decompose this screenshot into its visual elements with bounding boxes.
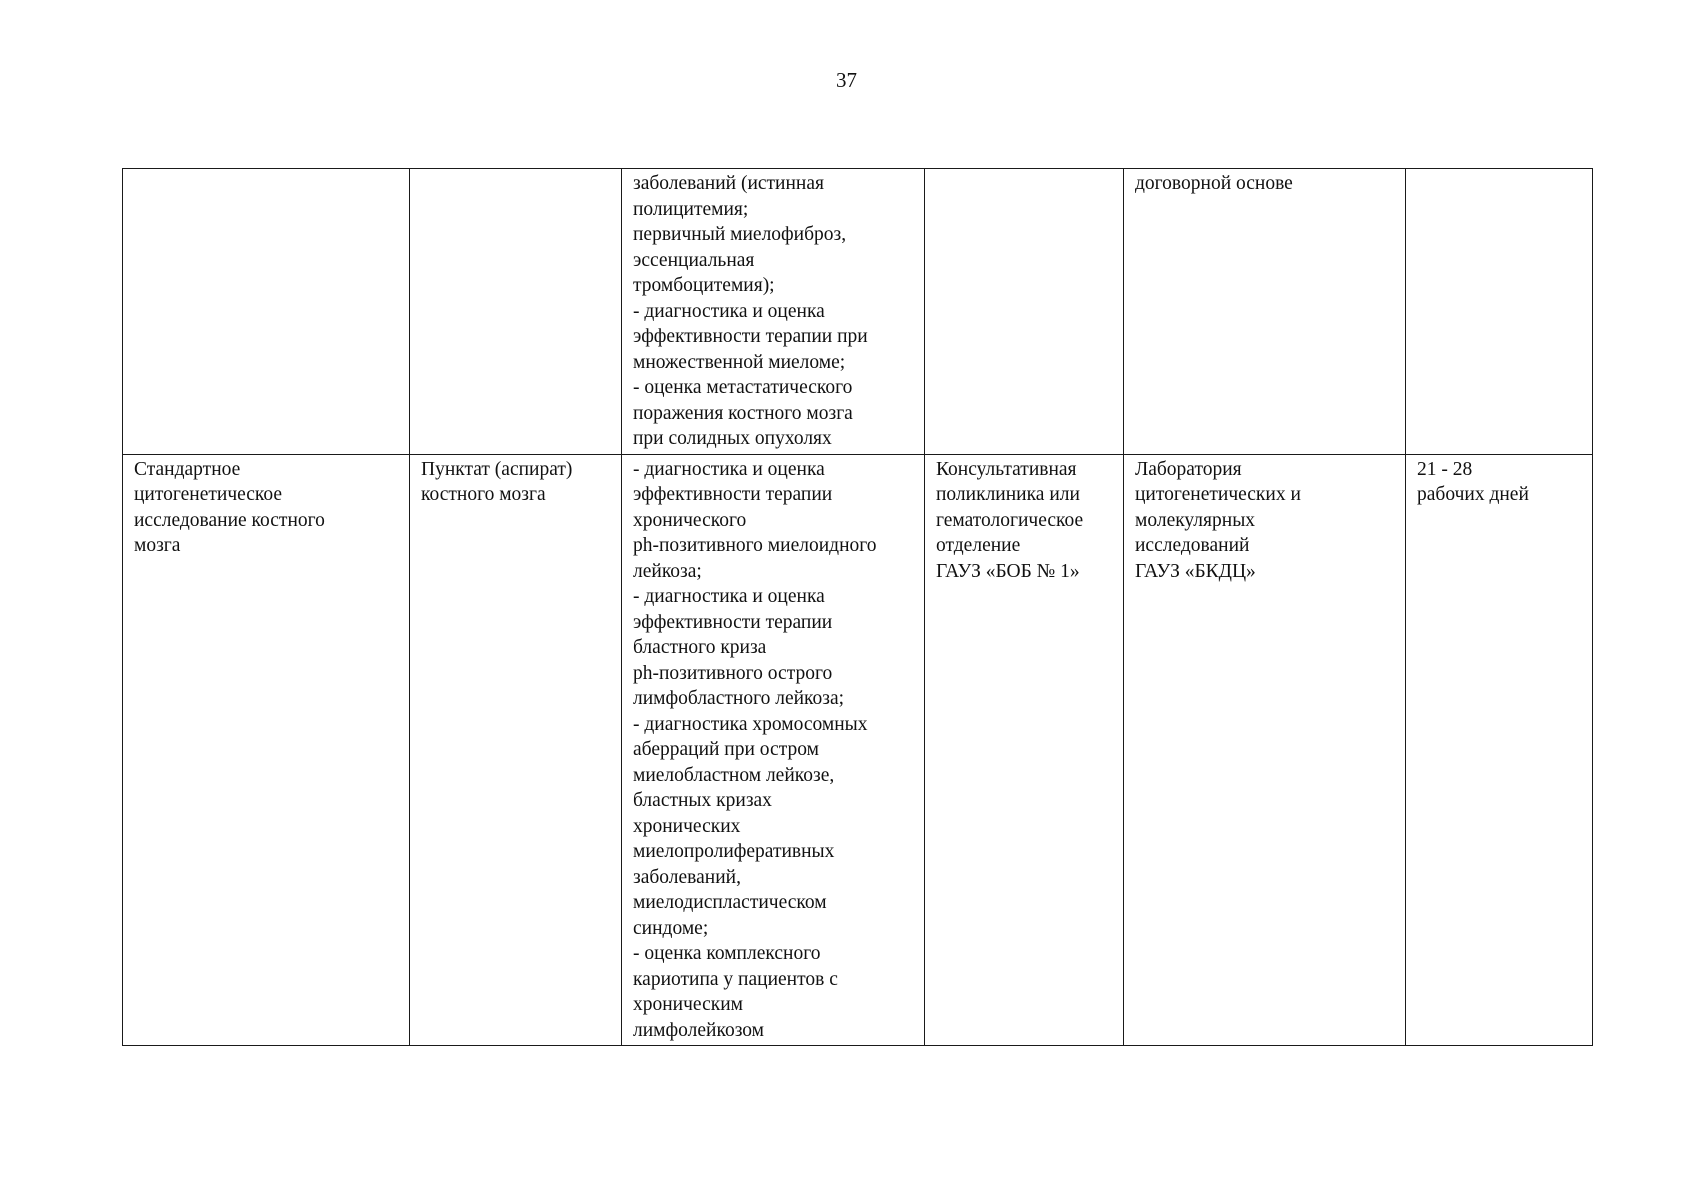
cell-text-line: молекулярных bbox=[1135, 509, 1256, 531]
cell-text-line: - диагностика и оценка bbox=[633, 458, 825, 480]
cell-text-line: заболеваний, bbox=[633, 866, 741, 888]
cell-text-line: хроническим bbox=[633, 994, 743, 1015]
cell-text-line: эффективности терапии bbox=[633, 484, 833, 505]
cell-text-line: Стандартное bbox=[134, 458, 241, 480]
cell-text-line: ГАУЗ «БКДЦ» bbox=[1135, 560, 1256, 582]
cell-text-line: лимфолейкозом bbox=[633, 1019, 764, 1041]
cell-text-line: хронических bbox=[633, 815, 741, 837]
cell-text-line: лимфобластного лейкоза; bbox=[633, 688, 845, 709]
indications-cell bbox=[622, 169, 925, 455]
cell-text-line: цитогенетических и bbox=[1135, 484, 1301, 505]
cell-text-line: при солидных опухолях bbox=[633, 428, 832, 449]
term-cell bbox=[1406, 454, 1593, 1046]
cell-text-line: тромбоцитемия); bbox=[633, 275, 775, 296]
cell-text-line: цитогенетическое bbox=[134, 484, 283, 505]
cell-text-line: ГАУЗ «БОБ № 1» bbox=[936, 560, 1080, 582]
cell-text-line: эффективности терапии bbox=[633, 611, 833, 633]
cell-text-line: бластных кризах bbox=[633, 790, 772, 811]
material-cell bbox=[410, 169, 622, 455]
page-number: 37 bbox=[836, 68, 857, 92]
referral-cell bbox=[925, 454, 1124, 1046]
cell-text-line: ph-позитивного острого bbox=[633, 662, 833, 684]
cell-text-line: поликлиника или bbox=[936, 484, 1080, 505]
cell-text-line: заболеваний (истинная bbox=[633, 173, 824, 194]
cell-text-line: исследование костного bbox=[134, 509, 325, 531]
cell-text-line: аберраций при остром bbox=[633, 739, 819, 760]
cell-text-line: - диагностика и оценка bbox=[633, 300, 825, 322]
cell-text-line: Лаборатория bbox=[1135, 458, 1242, 480]
cell-text-line: первичный миелофиброз, bbox=[633, 224, 847, 245]
study-name-cell bbox=[123, 454, 410, 1046]
cell-text-line: рабочих дней bbox=[1417, 484, 1529, 505]
cell-text-line: бластного криза bbox=[633, 637, 767, 658]
cell-text-line: поражения костного мозга bbox=[633, 402, 853, 424]
cell-text-line: мозга bbox=[134, 535, 181, 556]
services-table bbox=[122, 168, 1593, 1046]
cell-text-line: - оценка метастатического bbox=[633, 377, 853, 398]
cell-text-line: лейкоза; bbox=[633, 560, 702, 582]
cell-text-line: костного мозга bbox=[421, 484, 546, 505]
term-cell bbox=[1406, 169, 1593, 455]
cell-text-line: договорной основе bbox=[1135, 173, 1293, 194]
cell-text-line: ph-позитивного миелоидного bbox=[633, 535, 877, 556]
cell-text-line: - оценка комплексного bbox=[633, 943, 821, 964]
cell-text-line: миелодиспластическом bbox=[633, 892, 827, 913]
cell-text-line: эффективности терапии при bbox=[633, 326, 868, 347]
cell-text-line: хронического bbox=[633, 509, 747, 531]
cell-text-line: отделение bbox=[936, 535, 1021, 556]
cell-text-line: Консультативная bbox=[936, 458, 1077, 480]
cell-text-line: миелопролиферативных bbox=[633, 841, 835, 862]
cell-text-line: гематологическое bbox=[936, 509, 1084, 531]
cell-text-line: - диагностика и оценка bbox=[633, 586, 825, 607]
table-row bbox=[123, 454, 1593, 1046]
performer-cell bbox=[1124, 454, 1406, 1046]
referral-cell bbox=[925, 169, 1124, 455]
cell-text-line: эссенциальная bbox=[633, 249, 755, 271]
cell-text-line: - диагностика хромосомных bbox=[633, 713, 868, 735]
material-cell bbox=[410, 454, 622, 1046]
cell-text-line: 21 - 28 bbox=[1417, 458, 1473, 480]
performer-cell bbox=[1124, 169, 1406, 455]
indications-cell bbox=[622, 454, 925, 1046]
cell-text-line: полицитемия; bbox=[633, 198, 749, 220]
cell-text-line: Пунктат (аспират) bbox=[421, 458, 573, 480]
study-name-cell bbox=[123, 169, 410, 455]
table-row bbox=[123, 169, 1593, 455]
cell-text-line: миелобластном лейкозе, bbox=[633, 764, 835, 786]
cell-text-line: кариотипа у пациентов с bbox=[633, 968, 838, 990]
cell-text-line: синдоме; bbox=[633, 917, 709, 939]
cell-text-line: множественной миеломе; bbox=[633, 351, 846, 373]
cell-text-line: исследований bbox=[1135, 535, 1250, 556]
